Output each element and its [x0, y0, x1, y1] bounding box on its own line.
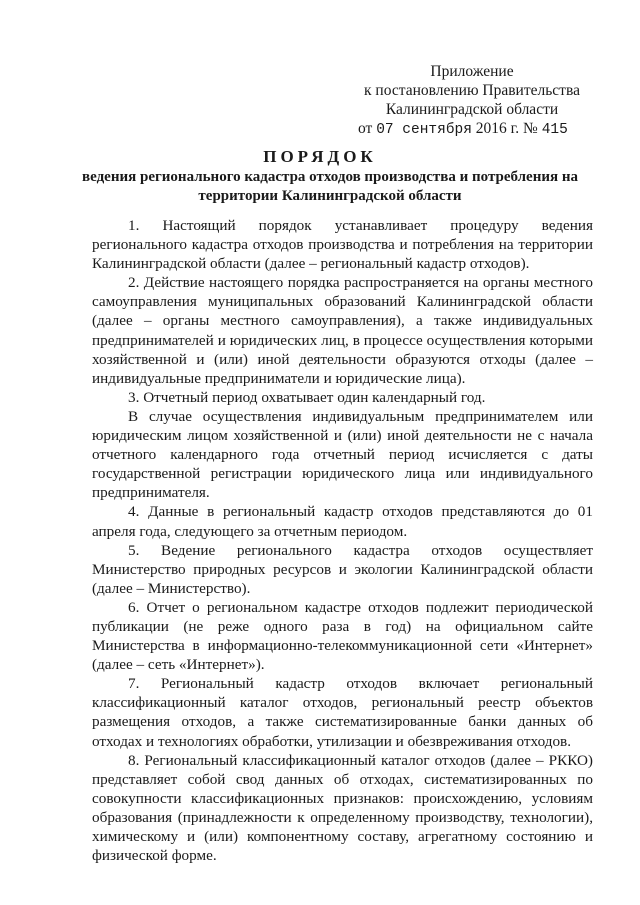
paragraph-3-continued: В случае осуществления индивидуальным предпринимателем или юридическим лицом хозяйственной и (или) иной деятельности не с начала отчетного календарного года отчетный период исчисляется с даты государственной регистрации юридического лица или индивидуального предпринимателя.: [92, 407, 593, 502]
date-prefix: от: [358, 120, 373, 137]
paragraph-6: 6. Отчет о региональном кадастре отходов подлежит периодической публикации (не реже одного раза в год) на официальном сайте Министерства в информационно-телекоммуникационной сети «Интернет» (далее – сеть «Интернет»).: [92, 598, 593, 674]
appendix-date-line: [358, 119, 592, 140]
paragraph-1: 1. Настоящий порядок устанавливает процедуру ведения регионального кадастра отходов производства и потребления на территории Калининградской области (далее – региональный кадастр отходов).: [92, 217, 593, 273]
paragraph-2: 2. Действие настоящего порядка распространяется на органы местного самоуправления муниципальных образований Калининградской области (далее – органы местного самоуправления), а также индивидуальных предпринимателей и юридических лиц, в процессе осуществления которыми хозяйственной и (или) иной деятельности образуются отходы (далее – индивидуальные предприниматели и юридические лица).: [92, 274, 593, 387]
paragraph-4: 4. Данные в региональный кадастр отходов представляются до 01 апреля года, следующего за отчетным периодом.: [92, 503, 593, 540]
date-year: 2016 г. №: [475, 120, 538, 137]
appendix-block: [352, 62, 592, 140]
paragraph-7: 7. Региональный кадастр отходов включает региональный классификационный каталог отходов, региональный реестр объектов размещения отходов, а также систематизированные банки данных об отходах и технологиях обработки, утилизации и обезвреживания отходов.: [92, 675, 593, 750]
paragraph-3: 3. Отчетный период охватывает один календарный год.: [128, 388, 486, 406]
appendix-line-1: Приложение: [430, 63, 514, 80]
decree-number: 415: [541, 122, 568, 138]
document-subtitle: ведения регионального кадастра отходов производства и потребления на территории Калининградской области: [82, 169, 578, 204]
document-title: ПОРЯДОК: [263, 147, 377, 166]
appendix-line-3: Калининградской области: [385, 101, 559, 118]
document-body: [92, 216, 593, 865]
paragraph-5: 5. Ведение регионального кадастра отходов осуществляет Министерство природных ресурсов и экологии Калининградской области (далее – Министерство).: [92, 541, 593, 597]
date-value: 07 сентября: [376, 122, 472, 138]
appendix-line-2: к постановлению Правительства: [364, 82, 580, 99]
paragraph-8: 8. Региональный классификационный каталог отходов (далее – РККО) представляет собой свод данных об отходах, систематизированных по совокупности классификационных признаков: происхождению, условиям образования (принадлежности к определенному производству, технологии), химическому и (или) компонентному составу, агрегатному состоянию и физической форме.: [92, 751, 593, 865]
